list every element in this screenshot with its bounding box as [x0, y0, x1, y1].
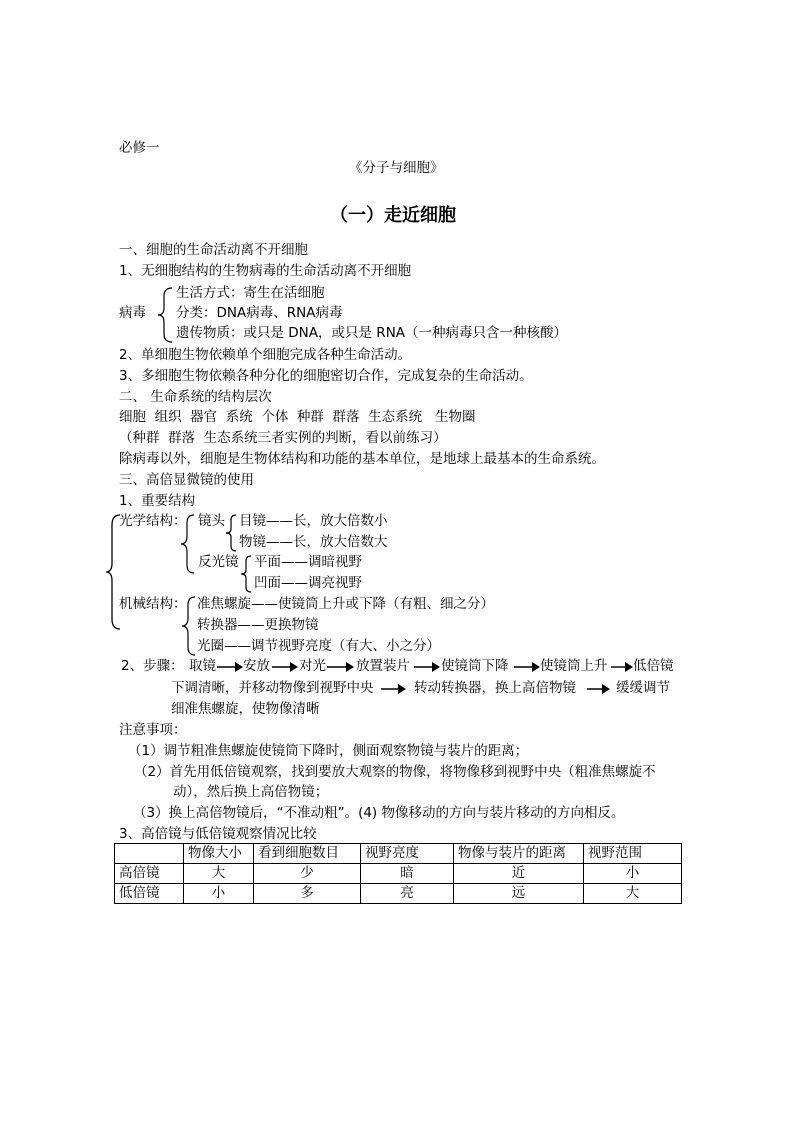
virus-brace: [155, 286, 175, 344]
table-header-cell: [115, 844, 184, 864]
chapter-title: （一）走近细胞: [330, 205, 456, 226]
concave-mirror-text: 凹面——调亮视野: [254, 575, 362, 591]
section-3-sub-3: 3、高倍镜与低倍镜观察情况比较: [119, 826, 317, 842]
arrow-right-icon: [381, 683, 406, 695]
table-header-cell: 物像大小: [184, 844, 254, 864]
mirror-brace: [239, 554, 253, 594]
table-cell: 大: [184, 864, 254, 884]
table-row: [115, 884, 682, 904]
step: 使镜筒上升: [540, 658, 608, 674]
mechanical-brace: [180, 595, 198, 657]
step-continuation: 细准焦螺旋，使物像清晰: [171, 701, 320, 717]
table-cell: 近: [454, 864, 584, 884]
table-cell: 暗: [361, 864, 454, 884]
course-label: 必修一: [119, 140, 160, 156]
table-cell: 少: [254, 864, 361, 884]
step: 对光: [299, 658, 326, 674]
table-row-label: 高倍镜: [115, 864, 184, 884]
table-header-cell: 视野范围: [584, 844, 682, 864]
eyepiece-text: 目镜——长，放大倍数小: [239, 513, 388, 529]
step: 使镜筒下降: [441, 658, 509, 674]
arrow-right-icon: [217, 661, 243, 673]
step: 取镜: [189, 658, 216, 674]
table-cell: 远: [454, 884, 584, 904]
arrow-right-icon: [414, 661, 440, 673]
arrow-right-icon: [611, 661, 633, 673]
optical-brace: [179, 513, 197, 575]
table-header-cell: 视野亮度: [361, 844, 454, 864]
mirror-label: 反光镜: [198, 554, 239, 570]
levels-note: （种群 群落 生态系统三者实例的判断，看以前练习）: [119, 430, 447, 446]
section-3-heading: 三、高倍显微镜的使用: [119, 472, 254, 488]
table-header-cell: 看到细胞数目: [254, 844, 361, 864]
step: 转动转换器，换上高倍物镜: [414, 680, 576, 696]
table-cell: 大: [584, 884, 682, 904]
virus-item: 遗传物质：或只是 DNA，或只是 RNA（一种病毒只含一种核酸）: [176, 325, 568, 341]
nosepiece-text: 转换器——更换物镜: [197, 617, 319, 633]
section-3-sub-1: 1、重要结构: [119, 493, 196, 509]
note-item: （3）换上高倍物镜后，“不准动粗”。(4) 物像移动的方向与装片移动的方向相反。: [133, 805, 625, 821]
arrow-right-icon: [272, 661, 298, 673]
lens-label: 镜头: [198, 513, 225, 529]
table-header-row: [115, 844, 682, 864]
table-cell: 亮: [361, 884, 454, 904]
section-1-point-2: 2、单细胞生物依赖单个细胞完成各种生命活动。: [119, 347, 412, 363]
steps-label: 2、步骤：: [121, 658, 184, 674]
step: 低倍镜: [633, 658, 674, 674]
structure-levels: 细胞 组织 器官 系统 个体 种群 群落 生态系统 生物圈: [119, 409, 476, 425]
diaphragm-text: 光圈——调节视野亮度（有大、小之分）: [197, 638, 440, 654]
arrow-right-icon: [587, 683, 610, 695]
note-item: （2）首先用低倍镜观察，找到要放大观察的物像，将物像移到视野中央（粗准焦螺旋不: [134, 764, 656, 780]
note-item: （1）调节粗准焦螺旋使镜筒下降时，侧面观察物镜与装片的距离；: [128, 743, 529, 759]
table-cell: 小: [184, 884, 254, 904]
virus-item: 生活方式：寄生在活细胞: [176, 285, 325, 301]
focus-knob-text: 准焦螺旋——使镜筒上升或下降（有粗、细之分）: [197, 596, 494, 612]
table-row-label: 低倍镜: [115, 884, 184, 904]
arrow-right-icon: [327, 661, 354, 673]
step: 下调清晰，并移动物像到视野中央: [171, 680, 374, 696]
table-cell: 小: [584, 864, 682, 884]
mechanical-structure-label: 机械结构：: [119, 596, 187, 612]
step: 安放: [243, 658, 270, 674]
virus-label: 病毒: [119, 305, 146, 321]
section-2-paragraph: 除病毒以外，细胞是生物体结构和功能的基本单位，是地球上最基本的生命系统。: [119, 451, 605, 467]
comparison-table: [114, 843, 682, 904]
virus-item: 分类：DNA病毒、RNA病毒: [176, 305, 343, 321]
lens-brace: [224, 513, 238, 553]
step: 放置装片: [356, 658, 410, 674]
flat-mirror-text: 平面——调暗视野: [254, 554, 362, 570]
section-1-point-3: 3、多细胞生物依赖各种分化的细胞密切合作，完成复杂的生命活动。: [119, 368, 533, 384]
table-header-cell: 物像与装片的距离: [454, 844, 584, 864]
arrow-right-icon: [514, 661, 540, 673]
note-item-continuation: 动），然后换上高倍物镜；: [173, 784, 329, 800]
section-1-heading: 一、细胞的生命活动离不开细胞: [119, 242, 308, 258]
step: 缓缓调节: [616, 680, 670, 696]
structure-brace: [104, 513, 122, 631]
section-2-heading: 二、 生命系统的结构层次: [119, 389, 272, 405]
table-cell: 多: [254, 884, 361, 904]
book-title: 《分子与细胞》: [349, 160, 444, 176]
optical-structure-label: 光学结构：: [119, 513, 187, 529]
section-1-point-1: 1、无细胞结构的生物病毒的生命活动离不开细胞: [119, 263, 412, 279]
notes-heading: 注意事项：: [119, 722, 187, 738]
table-row: [115, 864, 682, 884]
objective-text: 物镜——长，放大倍数大: [239, 534, 388, 550]
